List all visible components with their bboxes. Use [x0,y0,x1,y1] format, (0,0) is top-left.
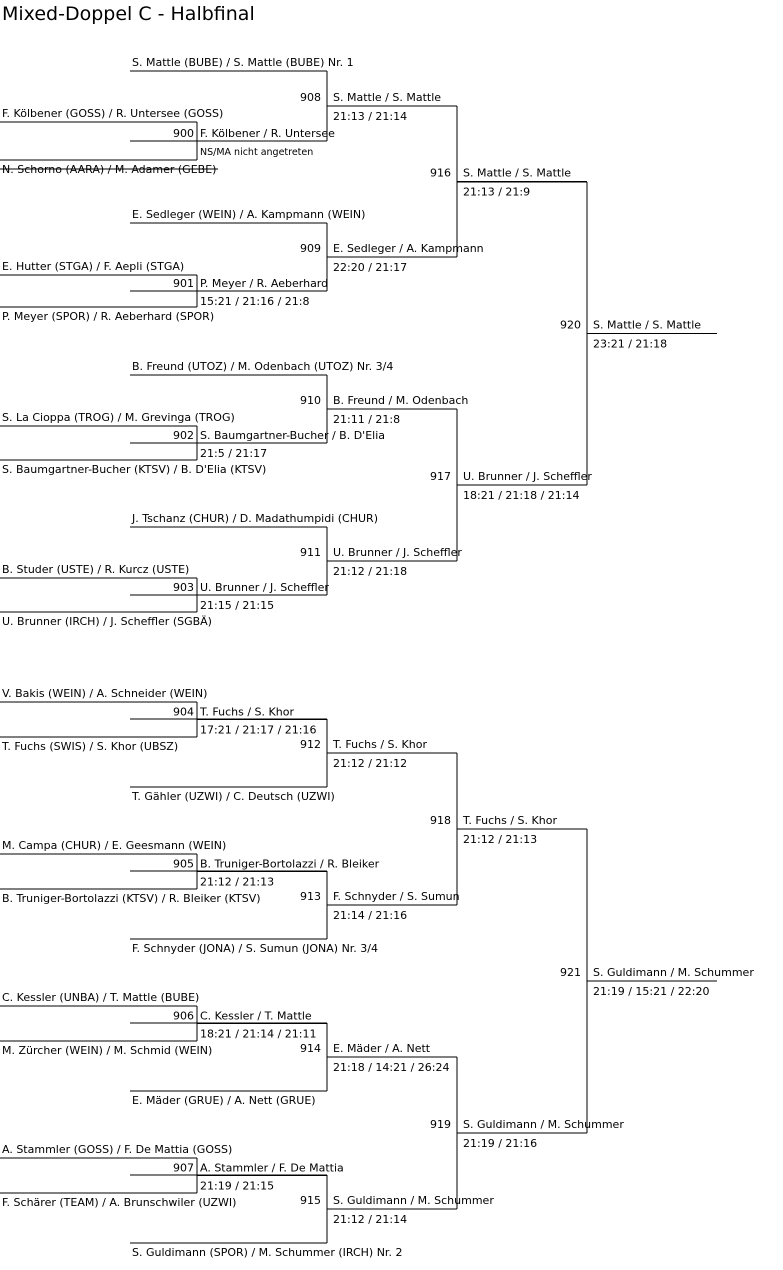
match-winner: S. Mattle / S. Mattle [333,91,442,104]
match-score: 21:19 / 21:16 [463,1137,538,1150]
match-number: 920 [560,318,581,332]
match-winner: T. Fuchs / S. Khor [333,738,427,751]
match-number: 904 [173,705,194,719]
match-number: 914 [300,1042,321,1055]
match-number: 902 [173,429,194,442]
player-name: A. Stammler (GOSS) / F. De Mattia (GOSS) [2,1143,233,1156]
match-score: 22:20 / 21:17 [333,261,408,274]
match-score: NS/MA nicht angetreten [200,147,314,158]
match-number: 913 [300,890,321,903]
player-name: E. Hutter (STGA) / F. Aepli (STGA) [2,260,185,273]
match-winner: B. Freund / M. Odenbach [333,394,469,407]
match-winner: U. Brunner / J. Scheffler [333,546,462,559]
player-name: B. Truniger-Bortolazzi (KTSV) / R. Bleiker (KTSV) [2,892,261,905]
match-number: 918 [430,814,451,827]
match-winner: E. Mäder / A. Nett [333,1042,431,1055]
match-score: 21:14 / 21:16 [333,909,408,922]
match-winner: B. Truniger-Bortolazzi / R. Bleiker [200,857,380,871]
seed-name: T. Gähler (UZWI) / C. Deutsch (UZWI) [132,790,335,803]
match-winner: C. Kessler / T. Mattle [200,1009,312,1023]
match-winner: T. Fuchs / S. Khor [463,814,557,827]
match-number: 916 [430,166,451,180]
match-winner: S. Mattle / S. Mattle [593,318,702,332]
match-winner: T. Fuchs / S. Khor [200,705,294,719]
player-name: M. Zürcher (WEIN) / M. Schmid (WEIN) [2,1044,213,1057]
match-winner: U. Brunner / J. Scheffler [463,470,592,483]
match-score: 23:21 / 21:18 [593,337,668,351]
match-number: 912 [300,738,321,751]
seed-name: F. Schnyder (JONA) / S. Sumun (JONA) Nr. 3/4 [132,942,379,955]
match-score: 18:21 / 21:14 / 21:11 [200,1027,317,1041]
seed-name: B. Freund (UTOZ) / M. Odenbach (UTOZ) Nr. 3/4 [132,360,394,373]
seed-name: E. Mäder (GRUE) / A. Nett (GRUE) [132,1094,316,1107]
match-score: 18:21 / 21:18 / 21:14 [463,489,580,502]
seed-name: S. Guldimann (SPOR) / M. Schummer (IRCH) Nr. 2 [132,1246,403,1259]
match-number: 910 [300,394,321,407]
match-score: 21:5 / 21:17 [200,447,268,460]
match-number: 915 [300,1194,321,1207]
match-score: 21:19 / 21:15 [200,1179,275,1193]
match-number: 907 [173,1161,194,1175]
match-score: 21:12 / 21:13 [463,833,538,846]
player-name: F. Schärer (TEAM) / A. Brunschwiler (UZWI) [2,1196,237,1209]
seed-name: S. Mattle (BUBE) / S. Mattle (BUBE) Nr. 1 [132,56,354,69]
match-winner: E. Sedleger / A. Kampmann [333,242,484,255]
match-score: 21:13 / 21:9 [463,185,531,199]
player-name: V. Bakis (WEIN) / A. Schneider (WEIN) [2,687,208,700]
match-winner: S. Guldimann / M. Schummer [593,966,754,979]
match-winner: S. Mattle / S. Mattle [463,166,572,180]
match-number: 900 [173,127,194,140]
match-score: 21:12 / 21:13 [200,875,275,889]
match-score: 15:21 / 21:16 / 21:8 [200,295,310,308]
match-number: 911 [300,546,321,559]
match-winner: F. Schnyder / S. Sumun [333,890,460,903]
match-winner: P. Meyer / R. Aeberhard [200,277,329,290]
player-name: C. Kessler (UNBA) / T. Mattle (BUBE) [2,991,200,1004]
match-winner: A. Stammler / F. De Mattia [200,1161,344,1175]
match-score: 21:12 / 21:18 [333,565,408,578]
player-name: T. Fuchs (SWIS) / S. Khor (UBSZ) [2,740,179,753]
match-score: 21:13 / 21:14 [333,110,408,123]
match-score: 21:12 / 21:14 [333,1213,408,1226]
match-number: 903 [173,581,194,594]
match-winner: S. Guldimann / M. Schummer [463,1118,624,1131]
match-number: 909 [300,242,321,255]
player-name: S. Baumgartner-Bucher (KTSV) / B. D'Elia (KTSV) [2,463,267,476]
match-number: 919 [430,1118,451,1131]
match-score: 21:18 / 14:21 / 26:24 [333,1061,450,1074]
match-score: 21:15 / 21:15 [200,599,275,612]
page-title: Mixed-Doppel C - Halbfinal [2,3,255,25]
player-name: N. Schorno (AARA) / M. Adamer (GEBE) [2,163,217,176]
match-score: 17:21 / 21:17 / 21:16 [200,723,317,737]
match-number: 917 [430,470,451,483]
player-name: F. Kölbener (GOSS) / R. Untersee (GOSS) [2,107,224,120]
match-score: 21:11 / 21:8 [333,413,401,426]
player-name: P. Meyer (SPOR) / R. Aeberhard (SPOR) [2,310,215,323]
player-name: S. La Cioppa (TROG) / M. Grevinga (TROG) [2,411,235,424]
match-number: 921 [560,966,581,979]
match-winner: S. Guldimann / M. Schummer [333,1194,494,1207]
match-winner: U. Brunner / J. Scheffler [200,581,329,594]
seed-name: E. Sedleger (WEIN) / A. Kampmann (WEIN) [132,208,366,221]
seed-name: J. Tschanz (CHUR) / D. Madathumpidi (CHUR) [132,512,378,525]
match-number: 906 [173,1009,194,1023]
match-number: 905 [173,857,194,871]
match-score: 21:12 / 21:12 [333,757,408,770]
player-name: U. Brunner (IRCH) / J. Scheffler (SGBÄ) [2,615,212,628]
match-number: 908 [300,91,321,104]
match-winner: F. Kölbener / R. Untersee [200,127,335,140]
player-name: M. Campa (CHUR) / E. Geesmann (WEIN) [2,839,227,852]
match-number: 901 [173,277,194,290]
match-winner: S. Baumgartner-Bucher / B. D'Elia [200,429,386,442]
match-score: 21:19 / 15:21 / 22:20 [593,985,710,998]
player-name: B. Studer (USTE) / R. Kurcz (USTE) [2,563,190,576]
